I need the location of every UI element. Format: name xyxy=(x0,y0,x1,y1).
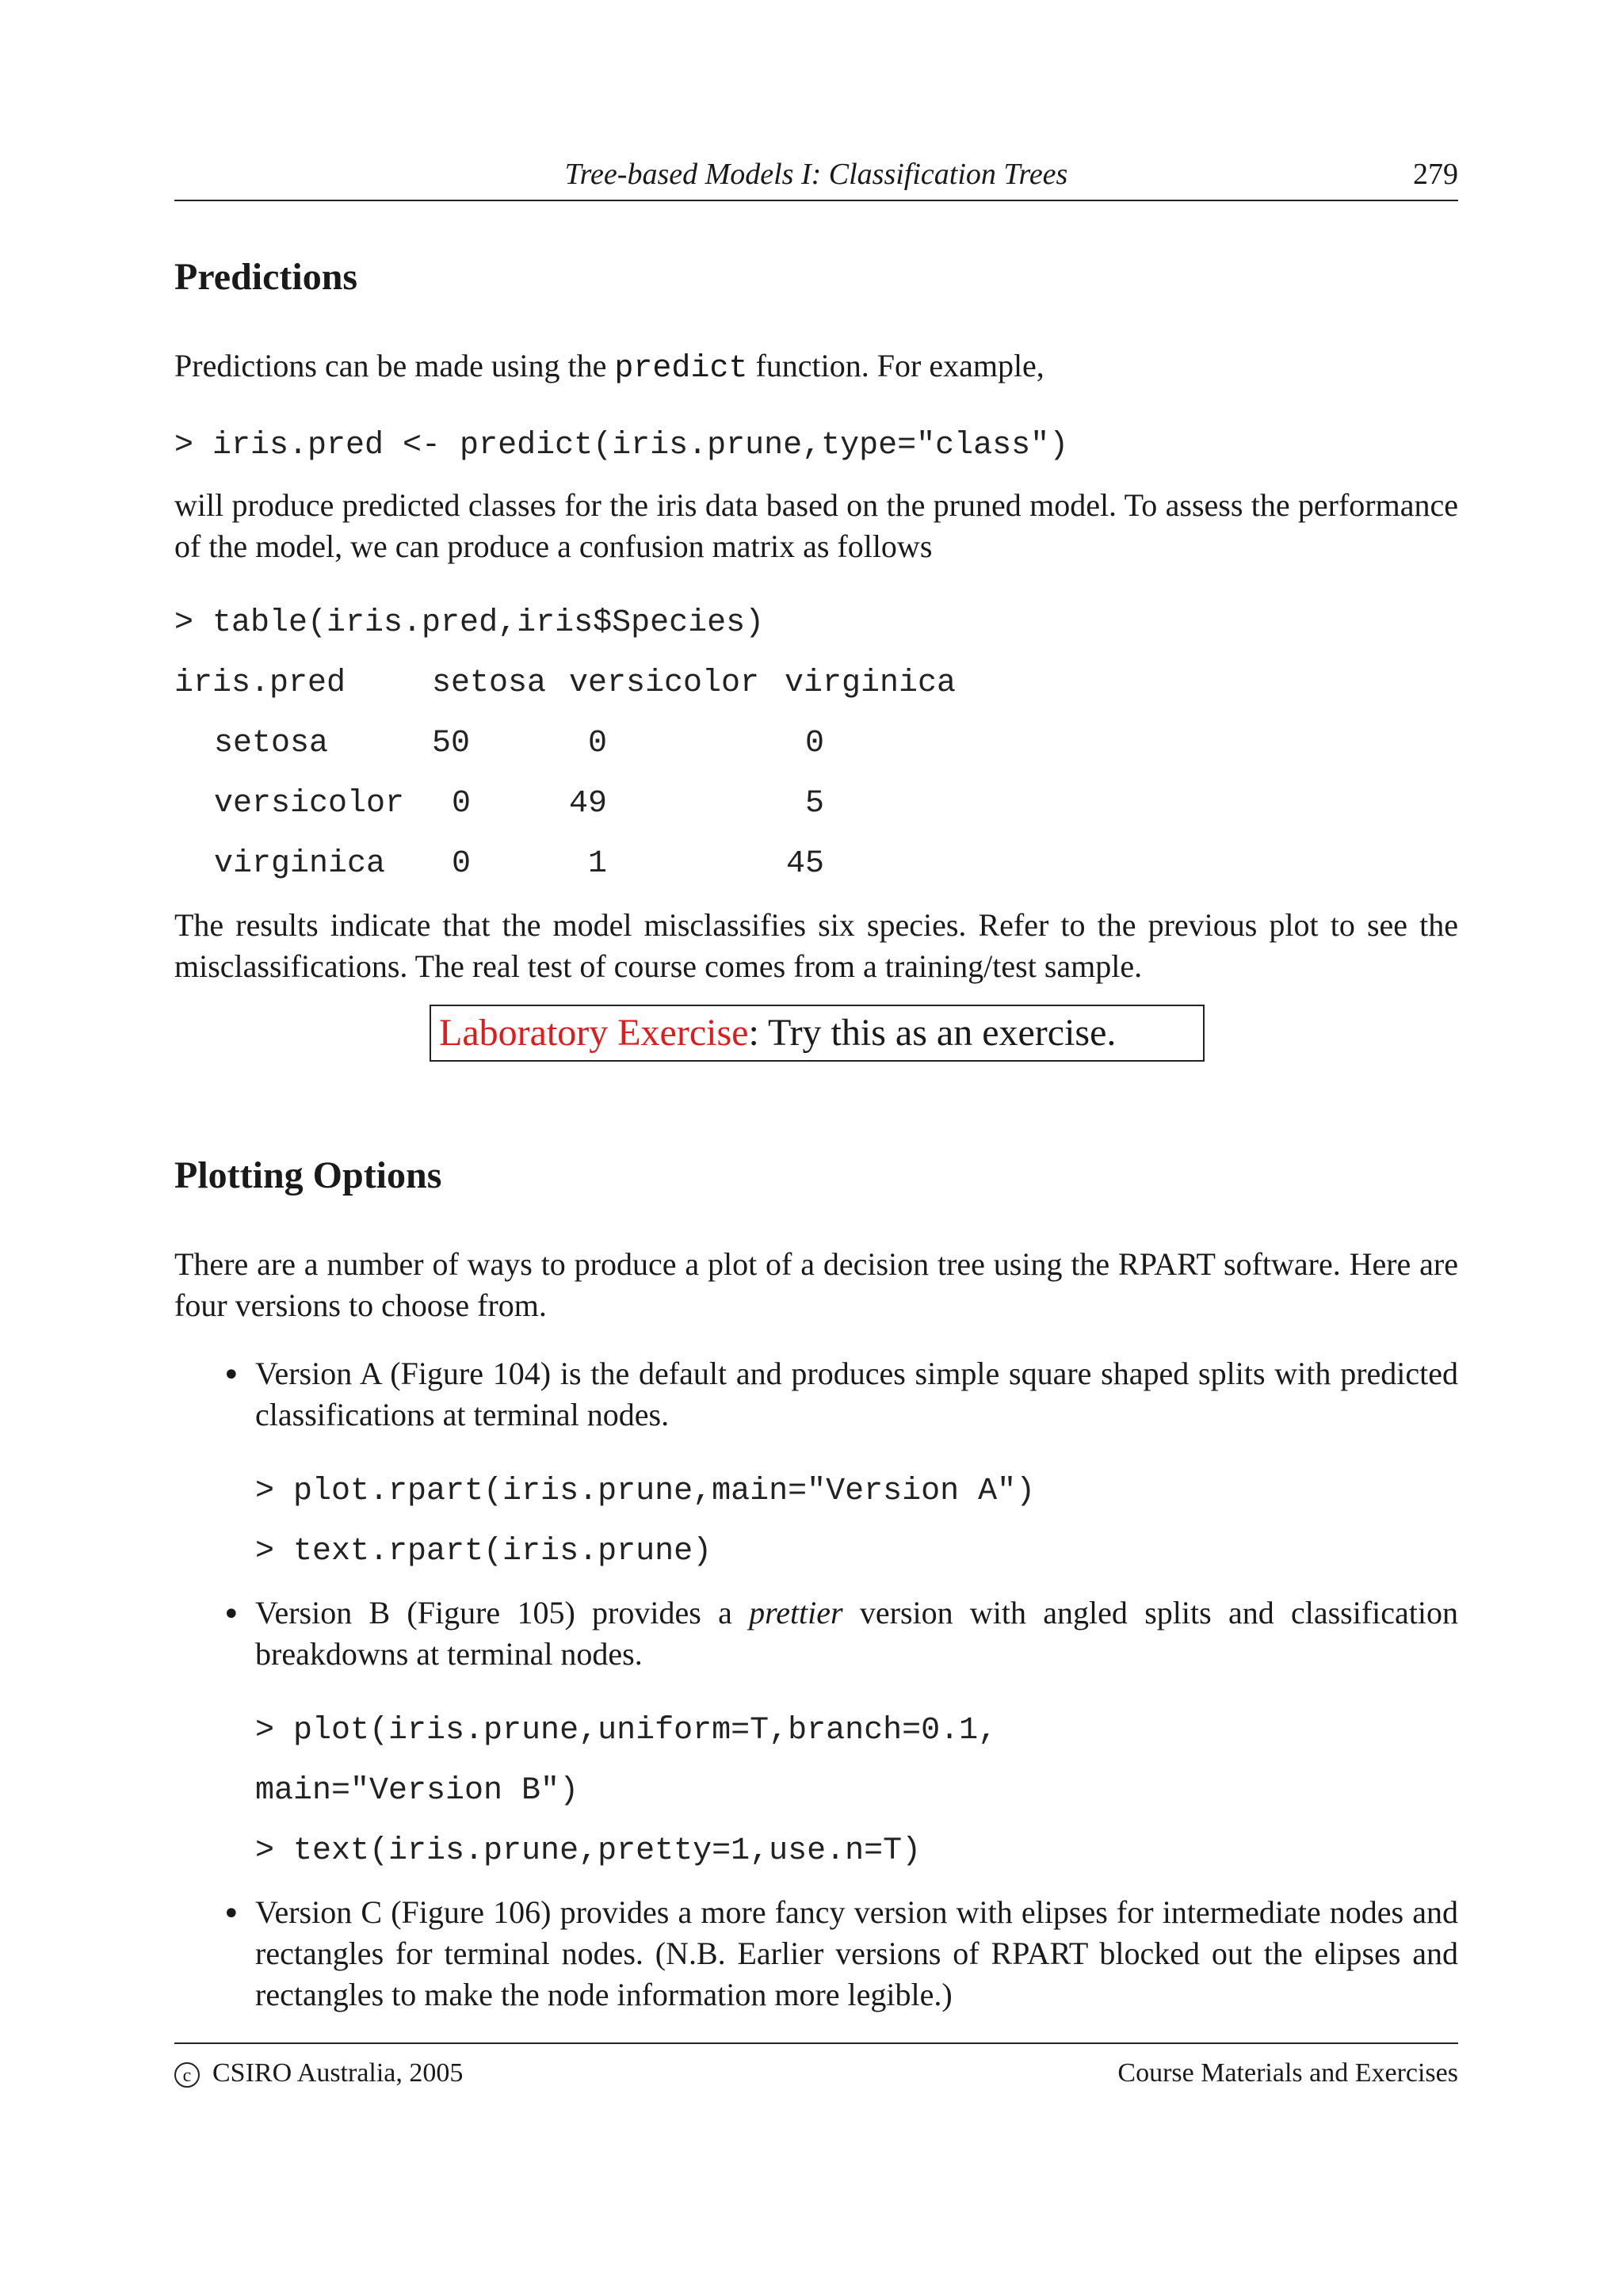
footer-left-text: CSIRO Australia, 2005 xyxy=(212,2058,464,2088)
table-cell: 0 xyxy=(805,726,825,761)
table-corner-label: iris.pred xyxy=(174,666,346,701)
code-line: > text(iris.prune,pretty=1,use.n=T) xyxy=(255,1833,922,1869)
footer-rule xyxy=(174,2042,1458,2044)
intro-text-before: Predictions can be made using the xyxy=(174,348,615,383)
section-heading-plotting-options: Plotting Options xyxy=(174,1154,442,1196)
predictions-para2: will produce predicted classes for the iris data based on the pruned model. To assess the performance of the model, we can produce a confusion matrix as follows xyxy=(174,487,1458,564)
copyright-icon: c xyxy=(174,2062,200,2088)
table-row-label: versicolor xyxy=(214,786,405,822)
table-row-label: virginica xyxy=(214,846,386,882)
table-cell: 49 xyxy=(569,786,608,822)
code-line-predict: > iris.pred <- predict(iris.prune,type="class") xyxy=(174,428,1069,463)
table-col-header: setosa xyxy=(432,666,547,701)
section-heading-predictions: Predictions xyxy=(174,256,358,298)
bullet-marker: • xyxy=(222,1896,241,1932)
table-row-label: setosa xyxy=(214,726,329,761)
table-cell: 0 xyxy=(452,846,472,882)
bullet-b-text-after: version with angled splits and classification breakdowns at terminal nodes. xyxy=(255,1595,1458,1672)
running-header xyxy=(174,152,1458,201)
code-line: main="Version B") xyxy=(255,1773,579,1809)
intro-text-after: function. For example, xyxy=(747,348,1044,383)
table-col-header: virginica xyxy=(785,666,957,701)
running-title: Tree-based Models I: Classification Trees xyxy=(564,158,1068,191)
footer-right-text: Course Materials and Exercises xyxy=(1117,2058,1458,2088)
table-col-header: versicolor xyxy=(569,666,760,701)
footer-copyright xyxy=(174,2058,463,2088)
table-cell: 0 xyxy=(588,726,608,761)
page-number: 279 xyxy=(1413,158,1458,191)
inline-code-predict: predict xyxy=(614,351,748,387)
bullet-b-text-before: Version B (Figure 105) provides a xyxy=(255,1595,750,1630)
laboratory-exercise-box xyxy=(430,1005,1205,1062)
table-cell: 5 xyxy=(805,786,825,822)
plotting-intro: There are a number of ways to produce a plot of a decision tree using the RPART software. Here are four versions to choose from. xyxy=(174,1246,1458,1323)
code-line: > plot.rpart(iris.prune,main="Version A") xyxy=(255,1474,1036,1509)
bullet-marker: • xyxy=(222,1357,241,1394)
bullet-version-a: Version A (Figure 104) is the default and produces simple square shaped splits with predicted classifications at terminal nodes. xyxy=(255,1356,1458,1432)
predictions-para3: The results indicate that the model misclassifies six species. Refer to the previous plot to see the misclassifications. The real test of course comes from a training/test sample. xyxy=(174,907,1458,984)
table-cell: 45 xyxy=(786,846,825,882)
table-cell: 0 xyxy=(452,786,472,822)
bullet-marker: • xyxy=(222,1596,241,1633)
bullet-version-b xyxy=(255,1592,1458,1675)
laboratory-exercise-label: Laboratory Exercise xyxy=(439,1012,749,1054)
code-line: > text.rpart(iris.prune) xyxy=(255,1534,712,1569)
bullet-b-emphasis: prettier xyxy=(749,1595,843,1630)
table-cell: 1 xyxy=(588,846,608,882)
code-line-table: > table(iris.pred,iris$Species) xyxy=(174,605,765,641)
predictions-intro xyxy=(174,345,1458,390)
laboratory-exercise-text: : Try this as an exercise. xyxy=(748,1012,1117,1054)
table-cell: 50 xyxy=(432,726,471,761)
code-line: > plot(iris.prune,uniform=T,branch=0.1, xyxy=(255,1713,998,1749)
bullet-version-c: Version C (Figure 106) provides a more fancy version with elipses for intermediate nodes and rectangles for terminal nodes. (N.B. Earlier versions of RPART blocked out the elipses and rectangles to make the node information more legible.) xyxy=(255,1894,1458,2012)
